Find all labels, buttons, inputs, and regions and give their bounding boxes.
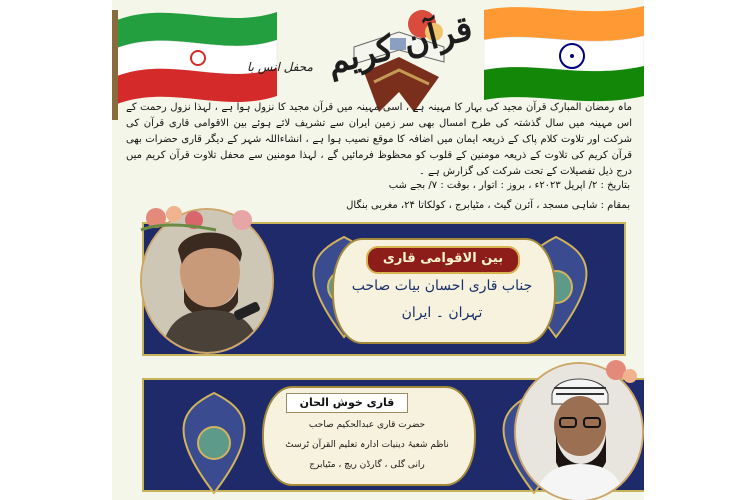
event-poster	[112, 0, 644, 500]
event-date-line: بتاریخ : ۲/ اپریل ۲۰۲۳ء ، بروز : اتوار ، بوقت : ۷/ بجے شب	[388, 180, 630, 191]
qari2-address: رانی گلی ، گارڈن ریچ ، مٹیابرج	[309, 460, 425, 470]
event-title: قرآن کریم	[322, 8, 477, 83]
qari1-location: تہران ۔ ایران	[401, 305, 483, 321]
flower-bouquet-icon	[136, 200, 226, 240]
flower-bouquet-icon	[598, 352, 642, 392]
qari2-badge: قاری خوش الحان	[286, 393, 408, 413]
arabesque-pattern-icon	[154, 388, 274, 498]
event-subtitle: محفل انس با	[247, 60, 313, 74]
event-venue-line: بمقام : شاہی مسجد ، آئرن گیٹ ، مٹیابرج ، کولکاتا ۲۴، مغربی بنگال	[346, 200, 630, 211]
qari2-designation: ناظم شعبۂ دینیات ادارہ تعلیم القرآن ٹرسٹ	[285, 440, 449, 450]
qari1-badge: بین الاقوامی قاری	[366, 246, 520, 274]
qari2-name: حضرت قاری عبدالحکیم صاحب	[308, 420, 426, 430]
intro-paragraph: ماہ رمضان المبارک قرآن مجید کی بہار کا مہینہ ہے ، اسی مہینہ میں قرآن مجید کا نزول ہوا ہے ، لہذا نزول رحمت کے اس مہینہ میں سال گذشتہ کی طرح امسال بھی سر زمین ایران سے تشریف لائے ہوئے بین الاقوامی قاری قرآن کی شرکت اور تلاوت کلام پاک کے ذریعہ ایمان میں اضافہ کا موقع نصیب ہوا ہے ، انشاءاللہ شہر کے دیگر قاری حضرات بھی قرآن کریم کی تلاوت کے ذریعہ مومنین کے قلوب کو محظوظ فرمائیں گے ، لہذا مومنین سے محفل تلاوت قرآن کریم میں درج ذیل تفصیلات کے تحت شرکت کی گزارش ہے ۔	[126, 102, 632, 177]
qari1-name: جناب قاری احسان بیات صاحب	[351, 278, 533, 294]
flower-bouquet-icon	[222, 205, 262, 235]
